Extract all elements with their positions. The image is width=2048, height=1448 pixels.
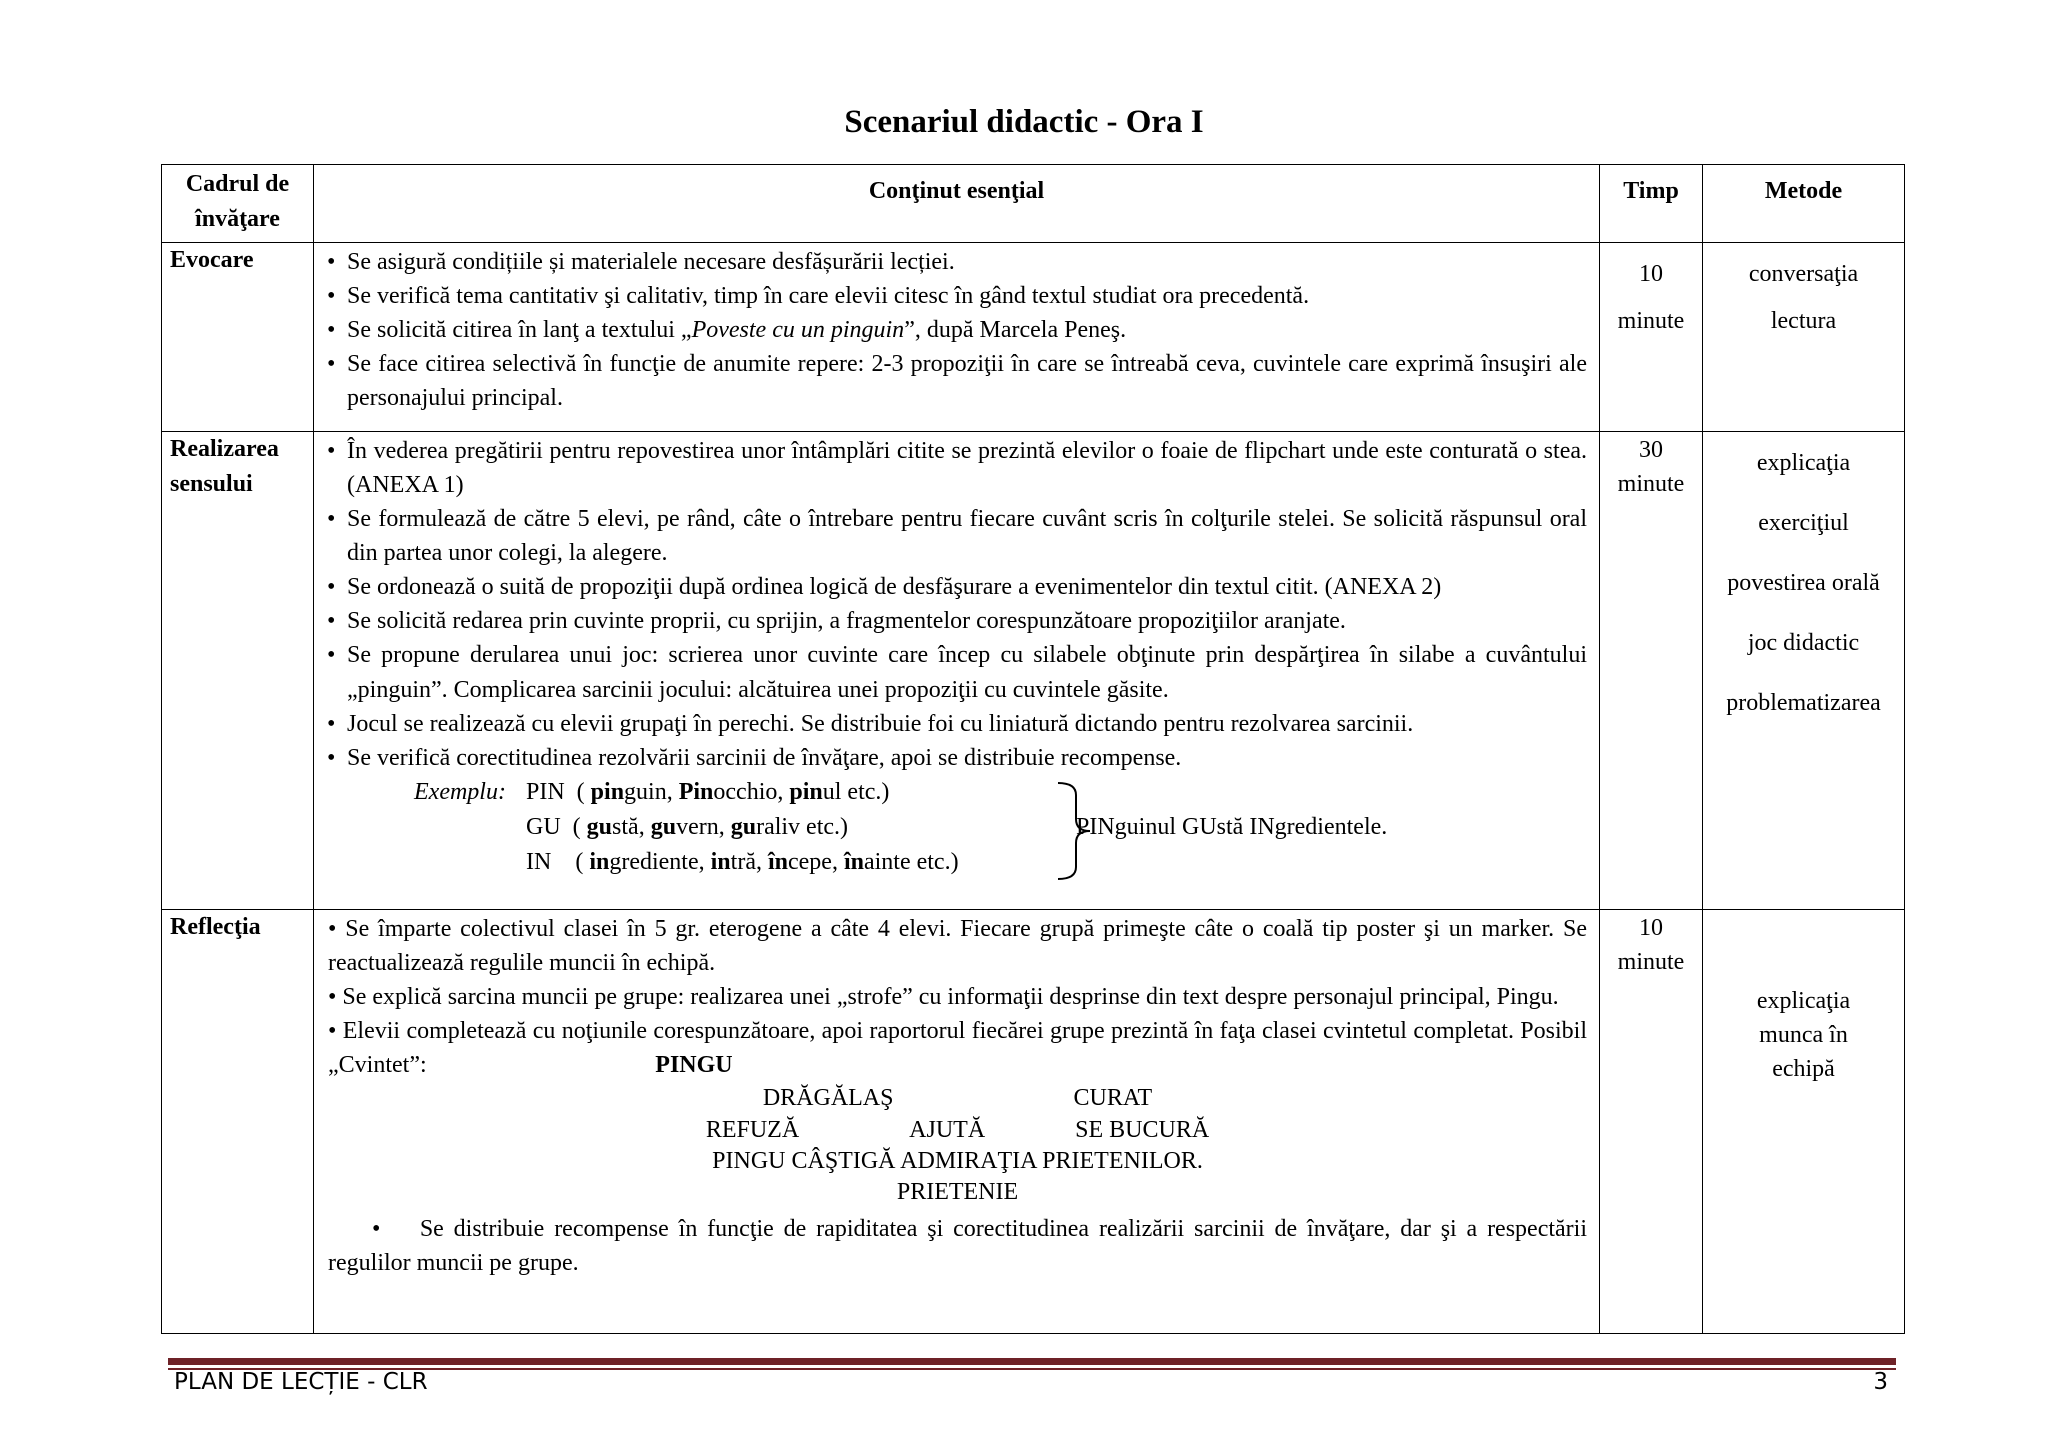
- content-reflectie: [314, 910, 1600, 1334]
- example-row-gu: GU ( gustă, guvern, guraliv etc.): [526, 813, 849, 840]
- list-item: • Se solicită citirea în lanţ a textului „Poveste cu un pinguin”, după Marcela Peneş.: [326, 313, 1587, 347]
- content-realizare: [314, 432, 1600, 910]
- list-item: • Jocul se realizează cu elevii grupaţi în perechi. Se distribuie foi cu liniatură dictando pentru rezolvarea sarcinii.: [326, 707, 1587, 741]
- time-reflectie: 10 minute: [1600, 910, 1703, 1334]
- label-reflectie: Reflecţia: [162, 910, 314, 1334]
- list-item: • Se formulează de către 5 elevi, pe rând, câte o întrebare pentru fiecare cuvânt scris în colţurile stelei. Se solicită răspunsul oral din partea unor colegi, la alegere.: [326, 502, 1587, 570]
- row-realizare: [162, 432, 1905, 910]
- list-item: • Se distribuie recompense în funcţie de rapiditatea şi corectitudinea realizării sarcinii de învăţare, dar şi a respectării regulilor muncii pe grupe.: [328, 1216, 1588, 1277]
- label-realizare: Realizarea sensului: [162, 432, 314, 910]
- list-item: • Se face citirea selectivă în funcţie de anumite repere: 2-3 propoziţii în care se întreabă ceva, cuvintele care exprimă însuşiri ale personajului principal.: [326, 347, 1587, 415]
- list-item: • Se verifică corectitudinea rezolvării sarcinii de învăţare, apoi se distribuie recompense.: [326, 741, 1587, 775]
- page-title: Scenariul didactic - Ora I: [844, 104, 1204, 140]
- example-row-pin: PIN ( pinguin, Pinocchio, pinul etc.): [526, 778, 890, 805]
- row-evocare: [162, 243, 1905, 432]
- example-label: Exemplu:: [414, 778, 506, 805]
- list-item: • Elevii completează cu noţiunile corespunzătoare, apoi raportorul fiecărei grupe prezintă în faţa clasei cvintetul completat. Posibil „Cvintet”: PINGU: [328, 1014, 1587, 1082]
- list-item: • Se solicită redarea prin cuvinte proprii, cu sprijin, a fragmentelor corespunzătoare propoziţiilor aranjate.: [326, 604, 1587, 638]
- list-item: • Se ordonează o suită de propoziţii după ordinea logică de desfăşurare a evenimentelor din textul citit. (ANEXA 2): [326, 570, 1587, 604]
- list-item: • Se explică sarcina muncii pe grupe: realizarea unei „strofe” cu informaţii desprinse din text despre personajul principal, Pingu.: [328, 984, 1559, 1011]
- poem-title: PINGU: [655, 1052, 733, 1079]
- example-row-in: IN ( ingrediente, intră, începe, înainte etc.): [526, 848, 959, 875]
- list-item: • Se împarte colectivul clasei în 5 gr. eterogene a câte 4 elevi. Fiecare grupă primeşte câte o coală tip poster şi un marker. Se reactualizează regulile muncii în echipă.: [328, 916, 1587, 977]
- cvintet: DRĂGĂLAŞ CURAT REFUZĂ AJUTĂ SE BUCURĂ PINGU CÂŞTIGĂ ADMIRAŢIA PRIETENILOR. PRIETENIE: [705, 1085, 1210, 1205]
- header-metode: Metode: [1703, 165, 1905, 243]
- list-item: • Se propune derularea unui joc: scrierea unor cuvinte care încep cu silabele obţinute prin despărţirea în silabe a cuvântului „pinguin”. Complicarea sarcinii jocului: alcătuirea unei propoziţii cu cuvintele găsite.: [326, 638, 1587, 706]
- header-cadru: Cadrul de învăţare: [162, 165, 314, 243]
- lesson-table: [161, 164, 1905, 1334]
- time-realizare: 30 minute: [1600, 432, 1703, 910]
- list-item: • Se verifică tema cantitativ şi calitativ, timp în care elevii citesc în gând textul studiat ora precedentă.: [326, 279, 1587, 313]
- time-evocare: 10 minute: [1600, 243, 1703, 432]
- label-evocare: Evocare: [162, 243, 314, 432]
- footer-rule: [168, 1358, 1896, 1365]
- row-reflectie: [162, 910, 1905, 1334]
- example-sentence: PINguinul GUstă INgredientele.: [1076, 813, 1388, 840]
- methods-evocare: conversaţia lectura: [1703, 243, 1905, 432]
- footer-text: PLAN DE LECȚIE - CLR: [174, 1369, 428, 1395]
- header-row: [162, 165, 1905, 243]
- header-timp: Timp: [1600, 165, 1703, 243]
- header-continut: Conţinut esenţial: [314, 165, 1600, 243]
- list-item: • Se asigură condițiile și materialele necesare desfășurării lecției.: [326, 245, 1587, 279]
- list-item: • În vederea pregătirii pentru repovestirea unor întâmplări citite se prezintă elevilor o foaie de flipchart unde este conturată o stea. (ANEXA 1): [326, 434, 1587, 502]
- methods-reflectie: explicaţia munca în echipă: [1703, 910, 1905, 1334]
- methods-realizare: explicaţia exerciţiul povestirea orală joc didactic problematizarea: [1703, 432, 1905, 910]
- content-evocare: [314, 243, 1600, 432]
- example-block: [326, 775, 1587, 881]
- page-number: 3: [1873, 1369, 1888, 1395]
